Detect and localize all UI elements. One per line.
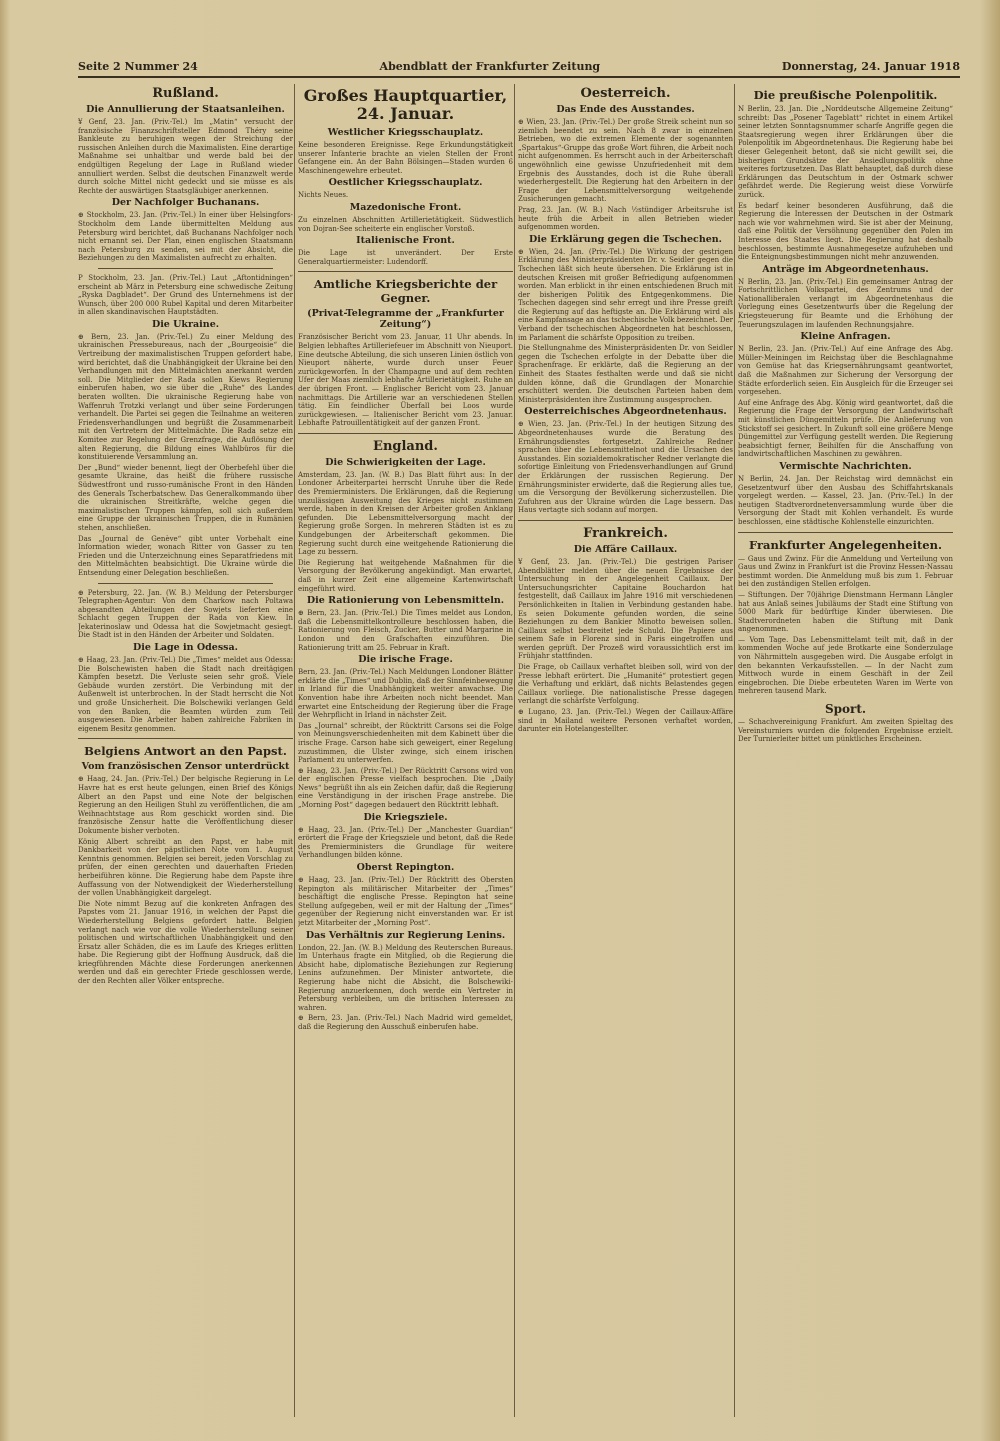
article-text: Keine besonderen Ereignisse. Rege Erkundungstätigkeit unserer Infanterie brachte an vielen Stellen der Front Gefangene ein. An der Bahn Bölsingen—Staden wurden 6 Maschinengewehre erbeutet. bbox=[298, 141, 513, 175]
divider bbox=[78, 738, 293, 739]
article-text: Der „Bund“ wieder benennt, liegt der Oberbefehl über die gesamte Ukraine, das heißt die frühere russische Südwestfront und russo-rumänische Front in den Händen des Generals Tscherbatschew. Das Generalkommando über die ukrainischen Streitkräfte, welche gegen die maximalistischen Truppen kämpfen, soll sich außerdem eine Gruppe der ukrainischen Truppen, die in Rumänien stehen, anschließen. bbox=[78, 463, 293, 532]
article-text: ⊕ Haag, 23. Jan. (Priv.-Tel.) Die „Times“ meldet aus Odessa: Die Bolschewisten haben die Stadt nach dreitägigen Kämpfen besetzt. Die Verluste seien sehr groß. Viele Gebäude wurden zerstört. Die Verbindung mit der Außenwelt ist unterbrochen. In der Stadt herrscht die Not und große Unsicherheit. Die Bolschewiki verlangen Geld von den Banken, die Beamten würden zum Teil ausgewiesen. Die Arbeiter haben zahlreiche Fabriken in eigenem Besitz genommen. bbox=[78, 656, 293, 733]
article-subheading: Das Ende des Ausstandes. bbox=[556, 104, 695, 115]
article-subheading: Anträge im Abgeordnetenhaus. bbox=[762, 263, 929, 275]
article-text: ⊕ Petersburg, 22. Jan. (W. B.) Meldung der Petersburger Telegraphen-Agentur: Von dem Charkow nach Poltawa abgesandten Abteilungen der Sowjets lieferten eine Schlacht gegen Truppen der Rada von Kiew. In Jekaterinoslaw und Odessa hat die Sowjetmacht gesiegt. Die Stadt ist in den Händen der Arbeiter und Soldaten. bbox=[78, 588, 293, 640]
article-text: London, 22. Jan. (W. B.) Meldung des Reuterschen Bureaus. Im Unterhaus fragte ein Mitglied, ob die Regierung die Absicht habe, diplomatische Beziehungen zur Regierung Lenins aufzunehmen. Der Minister antwortete, die Regierung habe nicht die Absicht, die Bolschewiki-Regierung anzuerkennen, doch werde ein Vertreter in Petersburg verbleiben, um die britischen Interessen zu wahren. bbox=[298, 943, 513, 1012]
article-text: Die Frage, ob Caillaux verhaftet bleiben soll, wird von der Presse lebhaft erörtert. Die „Humanité“ protestiert gegen die Verhaftung und erklärt, daß nichts Belastendes gegen Caillaux vorliege. Die nationalistische Presse dagegen verlangt die schärfste Verfolgung. bbox=[518, 663, 733, 706]
article-text: Das „Journal“ schreibt, der Rücktritt Carsons sei die Folge von Meinungsverschiedenheiten mit dem Kabinett über die irische Frage. Carson habe sich geweigert, einer Regelung zuzustimmen, die Ulster zwinge, sich einem irischen Parlament zu unterwerfen. bbox=[298, 721, 513, 765]
page-header bbox=[78, 58, 960, 74]
column-1 bbox=[78, 84, 293, 1421]
article-subheading: Die Kriegsziele. bbox=[363, 811, 448, 823]
section-heading: Frankreich. bbox=[583, 525, 668, 541]
article-text: ⊕ Haag, 24. Jan. (Priv.-Tel.) Der belgische Regierung in Le Havre hat es erst heute gelungen, einen Brief des Königs Albert an den Papst und eine Note der belgischen Regierung an den Heiligen Stuhl zu veröffentlichen, die am Weihnachtstage aus Rom geschickt worden sind. Die französische Zensur hatte die Veröffentlichung dieser Dokumente bisher verboten. bbox=[78, 775, 293, 835]
article-text: N Berlin, 24. Jan. Der Reichstag wird demnächst ein Gesetzentwurf über den Ausbau des Schiffahrtskanals vorgelegt werden. — Kassel, 23. Jan. (Priv.-Tel.) In der heutigen Stadtverordnetenversammlung wurde über die Versorgung der Stadt mit Kohlen verhandelt. Es wurde beschlossen, eine städtische Kohlenstelle einzurichten. bbox=[738, 474, 953, 526]
article-text: Die Note nimmt Bezug auf die konkreten Anfragen des Papstes vom 21. Januar 1916, in welchen der Papst die Wiederherstellung Belgiens gefordert hatte. Belgien verlangt nach wie vor die volle Wiederherstellung seiner politischen und wirtschaftlichen Unabhängigkeit und den Ersatz aller Schäden, die es im Laufe des Krieges erlitten habe. Die Regierung gibt der Hoffnung Ausdruck, daß die kriegführenden Mächte diese Forderungen anerkennen werden und daß ein gerechter Friede geschlossen werde, der den Rechten aller Völker entspreche. bbox=[78, 899, 293, 986]
article-text: ⊕ Stockholm, 23. Jan. (Priv.-Tel.) In einer über Helsingfors-Stockholm dem Lande übermittelten Meldung aus Petersburg wird berichtet, daß Buchanans Nachfolger noch nicht ernannt sei. Der Plan, einen englischen Staatsmann nach Petersburg zu senden, sei mit der Absicht, die Beziehungen zu den Maximalisten aufrecht zu erhalten. bbox=[78, 211, 293, 263]
header-rule bbox=[78, 76, 960, 78]
newspaper-title: Abendblatt der Frankfurter Zeitung bbox=[379, 59, 601, 73]
article-subheading: Die Lage in Odessa. bbox=[133, 642, 238, 654]
column-divider bbox=[294, 84, 295, 1417]
article-text: ⊕ Wien, 23. Jan. (Priv.-Tel.) Der große Streik scheint nun so ziemlich beendet zu sein. Nach 8 zwar in einzelnen Betrieben, wo die extremen Elemente der sogenannten „Spartakus“-Gruppe das große Wort führen, die Arbeit noch nicht aufgenommen. Es herrscht auch in der Arbeiterschaft ungewöhnlich eine gewisse Unzufriedenheit mit dem Ergebnis des Ausstandes, doch ist die Ruhe überall wiederhergestellt. Die Regierung hat den Arbeitern in der Frage der Lebensmittelversorgung weitgehende Zusicherungen gemacht. bbox=[518, 118, 733, 204]
article-subheading: Oesterreichisches Abgeordnetenhaus. bbox=[524, 406, 727, 418]
article-subheading: Die Annullierung der Staatsanleihen. bbox=[86, 104, 285, 115]
article-subheading: Kleine Anfragen. bbox=[800, 331, 891, 343]
article-text: Die Stellungnahme des Ministerpräsidenten Dr. von Seidler gegen die Tschechen erfolgte in der Debatte über die Sprachenfrage. Er erklärte, daß die Regierung an der Einheit des Staates festhalten werde und daß sie nicht dulden könne, daß die Grundlagen der Monarchie erschüttert werden. Die deutschen Parteien haben dem Ministerpräsidenten ihre Zustimmung ausgesprochen. bbox=[518, 344, 733, 404]
section-heading: Rußland. bbox=[152, 86, 219, 101]
article-text: ⊕ Haag, 23. Jan. (Priv.-Tel.) Der Rücktritt Carsons wird von der englischen Presse vielfach besprochen. Die „Daily News“ begrüßt ihn als ein Zeichen dafür, daß die Regierung eine Verständigung in der irischen Frage anstrebe. Die „Morning Post“ dagegen bedauert den Rücktritt lebhaft. bbox=[298, 766, 513, 810]
article-text: ⊕ Bern, 23. Jan. (Priv.-Tel.) Die Times meldet aus London, daß die Lebensmittelkontrolleure beschlossen haben, die Rationierung von Fleisch, Zucker, Butter und Margarine in London und den Grafschaften einzuführen. Die Rationierung tritt am 25. Februar in Kraft. bbox=[298, 609, 513, 652]
article-subheading: Italienische Front. bbox=[356, 235, 455, 247]
article-text: ⊕ Haag, 23. Jan. (Priv.-Tel.) Der Rücktritt des Obersten Repington als militärischer Mitarbeiter der „Times“ beschäftigt die englische Presse. Repington hat seine Stellung aufgegeben, weil er mit der Haltung der „Times“ gegenüber der Regierung nicht einverstanden war. Er ist jetzt Mitarbeiter der „Morning Post“. bbox=[298, 876, 513, 927]
page-number: Seite 2 Nummer 24 bbox=[78, 59, 198, 73]
article-text: Nichts Neues. bbox=[298, 191, 349, 200]
article-text: Die Lage ist unverändert. Der Erste Generalquartiermeister: Ludendorff. bbox=[298, 249, 513, 266]
article-text: König Albert schreibt an den Papst, er habe mit Dankbarkeit von der päpstlichen Note vom 1. August Kenntnis genommen. Belgien sei bereit, jeden Vorschlag zu prüfen, der einen gerechten und dauerhaften Frieden herbeiführen könne. Die Regierung habe dem Papste ihre Auffassung von der Notwendigkeit der Wiederherstellung der vollen Unabhängigkeit dargelegt. bbox=[78, 837, 293, 898]
article-headline: Amtliche Kriegsberichte der Gegner. bbox=[313, 277, 498, 306]
article-text: ⊕ Wien, 24. Jan. (Priv.-Tel.) Die Wirkung der gestrigen Erklärung des Ministerpräsidenten Dr. v. Seidler gegen die Tschechen läßt sich heute übersehen. Die Erklärung ist in deutschen Kreisen mit großer Befriedigung aufgenommen worden. Man erblickt in ihr einen entschiedenen Bruch mit der bisherigen Politik des Entgegenkommens. Die Tschechen dagegen sind sehr erregt und ihre Presse greift die Regierung auf das heftigste an. Die Erklärung wird als eine Kampfansage an das tschechische Volk bezeichnet. Der Verband der tschechischen Abgeordneten hat beschlossen, im Parlament die schärfste Opposition zu treiben. bbox=[518, 247, 733, 342]
divider bbox=[298, 271, 513, 272]
article-headline: Die preußische Polenpolitik. bbox=[753, 88, 938, 102]
column-divider bbox=[514, 84, 515, 1417]
issue-date: Donnerstag, 24. Januar 1918 bbox=[781, 59, 960, 73]
article-subheading: Oestlicher Kriegsschauplatz. bbox=[328, 177, 483, 189]
article-text: — Stiftungen. Der 70jährige Dienstmann Hermann Längler hat aus Anlaß seines Jubiläums der Stadt eine Stiftung von 5000 Mark für bedürftige Kinder überwiesen. Die Stadtverordneten haben die Stiftung mit Dank angenommen. bbox=[738, 590, 953, 634]
section-heading: England. bbox=[373, 438, 438, 454]
section-heading: Sport. bbox=[824, 702, 867, 717]
article-text: ¥ Genf, 23. Jan. (Priv.-Tel.) Die gestrigen Pariser Abendblätter melden über die neuen Ergebnisse der Untersuchung in der Angelegenheit Caillaux. Der Untersuchungsrichter Capitaine Bouchardon hat festgestellt, daß Caillaux im Jahre 1916 mit verschiedenen Persönlichkeiten in Italien in Verbindung gestanden habe. Es seien Dokumente gefunden worden, die seine Beziehungen zu dem Bankier Minotto beweisen sollen. Caillaux selbst bestreitet jede Schuld. Die Papiere aus seinem Safe in Florenz sind in Paris eingetroffen und werden geprüft. Der Prozeß wird voraussichtlich erst im Frühjahr stattfinden. bbox=[518, 557, 733, 661]
divider bbox=[518, 520, 733, 521]
article-text: ⊕ Lugano, 23. Jan. (Priv.-Tel.) Wegen der Caillaux-Affäre sind in Mailand weitere Personen verhaftet worden, darunter ein Hotelangestellter. bbox=[518, 708, 733, 734]
article-text: ⊕ Bern, 23. Jan. (Priv.-Tel.) Nach Madrid wird gemeldet, daß die Regierung den Ausschuß einberufen habe. bbox=[298, 1014, 513, 1031]
article-text: N Berlin, 23. Jan. (Priv.-Tel.) Ein gemeinsamer Antrag der Fortschrittlichen Volkspartei, des Zentrums und der Nationalliberalen verlangt im Abgeordnetenhaus die Vorlegung eines Gesetzentwurfs über die Regelung der Kriegsteuerung für Beamte und die Erhöhung der Teuerungszulagen im laufenden Rechnungsjahre. bbox=[738, 277, 953, 329]
article-subheading: Die Schwierigkeiten der Lage. bbox=[325, 456, 486, 468]
article-subheading: Die Ukraine. bbox=[151, 318, 220, 330]
divider bbox=[738, 532, 953, 533]
article-headline: Großes Hauptquartier, 24. Januar. bbox=[303, 86, 508, 123]
article-text: — Vom Tage. Das Lebensmittelamt teilt mit, daß in der kommenden Woche auf jede Brotkarte eine Sonderzulage von Nährmitteln ausgegeben wird. Die Ausgabe erfolgt in den bekannten Verkaufsstellen. — In der Nacht zum Mittwoch wurde in einem Geschäft in der Zeil eingebrochen. Die Diebe erbeuteten Waren im Werte von mehreren tausend Mark. bbox=[738, 635, 953, 696]
article-text: Bern, 23. Jan. (Priv.-Tel.) Nach Meldungen Londoner Blätter erklärte die „Times“ und Dublin, daß der Sinnfeinbewegung in Irland für die Unabhängigkeit weiter anwachse. Die Konvention habe ihre Arbeiten noch nicht beendet. Man erwartet eine Entscheidung der Regierung über die Frage der Wehrpflicht in Irland in nächster Zeit. bbox=[298, 668, 513, 720]
article-text: ⊕ Bern, 23. Jan. (Priv.-Tel.) Zu einer Meldung des ukrainischen Pressebureaus, nach der „Bourgeoisie“ die Vertreibung der maximalistischen Truppen gefordert habe, wird berichtet, daß die Unabhängigkeit der Ukraine bei den Verhandlungen mit den Mittelmächten anerkannt werden soll. Die Mitglieder der Rada sollen Kiews Regierung einberufen haben, wo sie über die „Ruhe“ des Landes beraten wollten. Die ukrainische Regierung habe von Waffenruh Trotzki verlangt und über seine Forderungen verhandelt. Die Partei sei gegen die Teilnahme an weiteren Friedensverhandlungen und begrüßt die Zusammenarbeit mit den Vertretern der Mittelmächte. Die Rada setze ein Komitee zur Regelung der Grenzfrage, die Auflösung der alten Regierung, die Bildung eines Wahlbüros für die konstituierende Versammlung an. bbox=[78, 332, 293, 462]
column-3 bbox=[518, 84, 733, 1421]
article-text: — Schachvereinigung Frankfurt. Am zweiten Spieltag des Vereinsturniers wurden die folgenden Ergebnisse erzielt. Der Turnierleiter bittet um pünktliches Erscheinen. bbox=[738, 718, 953, 744]
article-subheading: Der Nachfolger Buchanans. bbox=[111, 197, 260, 209]
article-subheading: Westlicher Kriegsschauplatz. bbox=[327, 127, 484, 138]
article-subheading: Die irische Frage. bbox=[358, 654, 453, 666]
article-text: P Stockholm, 23. Jan. (Priv.-Tel.) Laut „Aftontidningen“ erscheint ab März in Petersburg eine schwedische Zeitung „Ryska Dagbladet“. Der Grund des Unternehmens ist der Wunsch, über 200 000 Rubel Kapital und deren Mitarbeiter in allen skandinavischen Hauptstädten. bbox=[78, 273, 293, 317]
article-subheading: Die Affäre Caillaux. bbox=[573, 543, 678, 555]
article-subheading: Die Rationierung von Lebensmitteln. bbox=[306, 595, 505, 607]
article-subheading: (Privat-Telegramme der „Frankfurter Zeitung“) bbox=[307, 308, 504, 331]
section-heading: Oesterreich. bbox=[580, 86, 671, 101]
section-heading: Frankfurter Angelegenheiten. bbox=[749, 537, 942, 552]
article-subheading: Vom französischen Zensor unterdrückt bbox=[81, 761, 290, 773]
article-text: ¥ Genf, 23. Jan. (Priv.-Tel.) Im „Matin“ versucht der französische Finanzschriftsteller Edmond Théry seine Bankleute zu beruhigen wegen der Streichung der russischen Anleihen durch die Maximalisten. Eine derartige Maßnahme sei unhaltbar und werde bald bei der endgültigen Regelung der Lage in Rußland wieder annulliert werden. Selbst die deutschen Finanzwelt werde durch solche Mittel nicht gedeckt und sie müsse es als Rechte der auswärtigen Staatsgläubiger anerkennen. bbox=[78, 118, 293, 195]
article-text: Französischer Bericht vom 23. Januar, 11 Uhr abends. In Belgien lebhaftes Artilleriefeuer im Abschnitt von Nieuport. Eine deutsche Abteilung, die sich unseren Linien östlich von Nieuport näherte, wurde durch unser Feuer zurückgeworfen. In der Champagne und auf dem rechten Ufer der Maas ziemlich lebhafte Artillerietätigkeit. Ruhe an der übrigen Front. — Englischer Bericht vom 23. Januar nachmittags. Die Artillerie war an verschiedenen Stellen tätig. Ein feindlicher Überfall bei Loos wurde zurückgewiesen. — Italienischer Bericht vom 23. Januar. Lebhafte Patrouillentätigkeit auf der ganzen Front. bbox=[298, 333, 513, 428]
divider bbox=[98, 583, 273, 584]
article-text: N Berlin, 23. Jan. (Priv.-Tel.) Auf eine Anfrage des Abg. Müller-Meiningen im Reichstag über die Beschlagnahme von Gemüse hat das Kriegsernährungsamt geantwortet, daß die Maßnahmen zur Sicherung der Versorgung der Städte erforderlich seien. Ein Ausgleich für die Erzeuger sei vorgesehen. bbox=[738, 345, 953, 397]
article-text: Es bedarf keiner besonderen Ausführung, daß die Regierung die Interessen der Deutschen in der Ostmark nach wie vor wahrnehmen wird. Sie ist aber der Meinung, daß eine Politik der Versöhnung gegenüber den Polen im Interesse des Staates liegt. Die Regierung hat deshalb beschlossen, bestimmte Ausnahmegesetze aufzuheben und die Enteignungsbestimmungen nicht mehr anzuwenden. bbox=[738, 201, 953, 262]
article-subheading: Mazedonische Front. bbox=[349, 201, 462, 213]
article-text: ⊕ Wien, 23. Jan. (Priv.-Tel.) In der heutigen Sitzung des Abgeordnetenhauses wurde die Beratung des Ernährungsdienstes fortgesetzt. Zahlreiche Redner sprachen über die Lebensmittelnot und die Ursachen des Ausstandes. Ein sozialdemokratischer Redner verlangte die sofortige Einleitung von Friedensverhandlungen auf Grund der Erklärungen der russischen Regierung. Der Ernährungsminister erwiderte, daß die Regierung alles tue, um die Versorgung der Bevölkerung sicherzustellen. Die Zufuhren aus der Ukraine würden die Lage bessern. Das Haus vertagte sich sodann auf morgen. bbox=[518, 420, 733, 515]
article-headline: Belgiens Antwort an den Papst. bbox=[84, 744, 287, 759]
article-subheading: Vermischte Nachrichten. bbox=[779, 460, 912, 472]
column-2 bbox=[298, 84, 513, 1421]
article-text: — Gaus und Zwinz. Für die Anmeldung und Verteilung von Gaus und Zwinz in Frankfurt ist die Provinz Hessen-Nassau bestimmt worden. Die Anmeldung muß bis zum 1. Februar bei den zuständigen Stellen erfolgen. bbox=[738, 554, 953, 589]
article-text: ⊕ Haag, 23. Jan. (Priv.-Tel.) Der „Manchester Guardian“ erörtert die Frage der Kriegsziele und betont, daß die Rede des Premierministers die Grundlage für weitere Verhandlungen bilden könne. bbox=[298, 825, 513, 860]
article-text: Zu einzelnen Abschnitten Artillerietätigkeit. Südwestlich von Dojran-See scheiterte ein englischer Vorstoß. bbox=[298, 215, 513, 233]
column-4 bbox=[738, 84, 953, 1421]
article-text: Prag, 23. Jan. (W. B.) Nach ½stündiger Arbeitsruhe ist heute früh die Arbeit in allen Betrieben wieder aufgenommen worden. bbox=[518, 205, 733, 232]
article-subheading: Das Verhältnis zur Regierung Lenins. bbox=[305, 929, 506, 941]
article-subheading: Oberst Repington. bbox=[356, 862, 455, 874]
article-text: Das „Journal de Genève“ gibt unter Vorbehalt eine Information wieder, wonach Ritter von Gasser zu ten Frieden und die Unterzeichnung eines Separatfriedens mit den Mittelmächten beabsichtigt. Die Ukraine würde die Entsendung einer Delegation beschließen. bbox=[78, 534, 293, 577]
divider bbox=[298, 433, 513, 434]
article-text: N Berlin, 23. Jan. Die „Norddeutsche Allgemeine Zeitung“ schreibt: Das „Posener Tageblatt“ richtet in einem Artikel seiner letzten Sonntagsnummer scharfe Angriffe gegen die Staatsregierung wegen ihrer Erklärungen über die Polenpolitik im Abgeordnetenhaus. Die Regierung habe bei dieser Gelegenheit betont, daß sie nicht gewillt sei, die bisherigen Grundsätze der Ansiedlungspolitik ohne weiteres fortzusetzen. Das Blatt behauptet, daß durch diese Erklärungen das Deutschtum in der Ostmark schwer gefährdet werde. Die Regierung weist diese Vorwürfe zurück. bbox=[738, 105, 953, 199]
article-text: Die Regierung hat weitgehende Maßnahmen für die Versorgung der Bevölkerung angekündigt. Man erwartet, daß in kurzer Zeit eine allgemeine Kartenwirtschaft eingeführt wird. bbox=[298, 558, 513, 593]
column-divider bbox=[734, 84, 735, 1417]
divider bbox=[98, 268, 273, 269]
article-text: Amsterdam, 23. Jan. (W. B.) Das Blatt führt aus: In der Londoner Arbeiterpartei herrscht Unruhe über die Rede des Premierministers. Die Erklärungen, daß die Regierung unzulässigen Ausweitung des Krieges nicht zustimmen werde, haben in den Kreisen der Arbeiter großen Anklang gefunden. Die Lebensmittelversorgung macht der Regierung große Sorgen. In mehreren Städten ist es zu Kundgebungen der Arbeiterschaft gekommen. Die Regierung sucht durch eine weitgehende Rationierung die Lage zu bessern. bbox=[298, 470, 513, 557]
article-subheading: Die Erklärung gegen die Tschechen. bbox=[529, 233, 722, 245]
article-text: Auf eine Anfrage des Abg. König wird geantwortet, daß die Regierung die Frage der Versorgung der Landwirtschaft mit künstlichen Düngemitteln prüfe. Die Anlieferung von Stickstoff sei gesichert. In Zukunft soll eine größere Menge Düngemittel zur Verfügung gestellt werden. Die Regierung beabsichtigt ferner, Beihilfen für die Anschaffung von landwirtschaftlichen Maschinen zu gewähren. bbox=[738, 398, 953, 459]
